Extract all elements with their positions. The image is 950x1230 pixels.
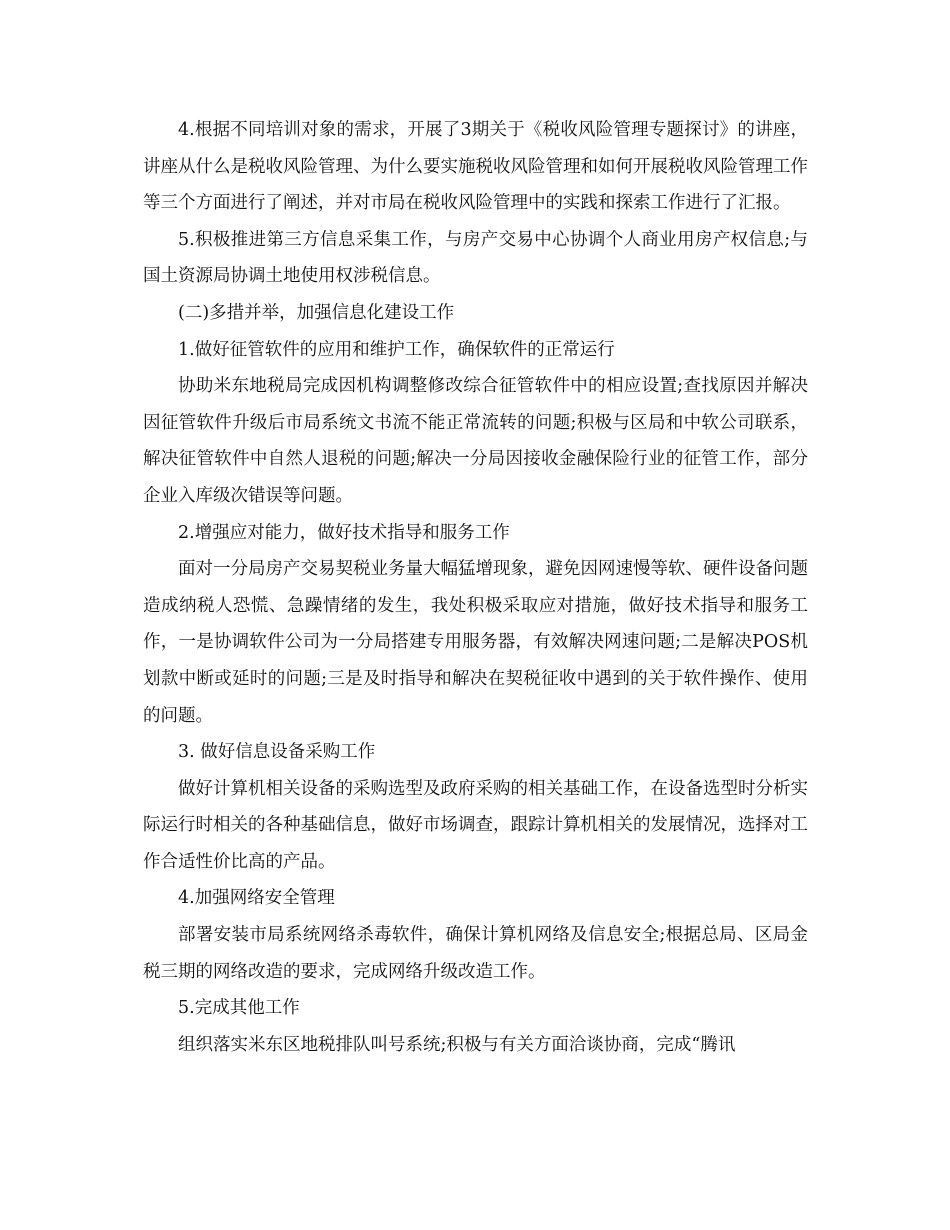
paragraph-risk-management-lectures: 4.根据不同培训对象的需求，开展了3期关于《税收风险管理专题探讨》的讲座，讲座从什么是税收风险管理、为什么要实施税收风险管理和如何开展税收风险管理工作等三个方面进行了阐述，并对市局在税收风险管理中的实践和探索工作进行了汇报。: [143, 120, 808, 214]
section-heading-informatization: (二)多措并举，加强信息化建设工作: [178, 302, 455, 323]
paragraph-network-security: 部署安装市局系统网络杀毒软件，确保计算机网络及信息安全;根据总局、区局金税三期的网络改造的要求，完成网络升级改造工作。: [143, 925, 808, 982]
subheading-equipment-procurement: 3. 做好信息设备采购工作: [178, 742, 376, 763]
document-body: [143, 112, 808, 1063]
subheading-network-security: 4.加强网络安全管理: [178, 888, 335, 909]
paragraph-software-maintenance: 协助米东地税局完成因机构调整修改综合征管软件中的相应设置;查找原因并解决因征管软件升级后市局系统文书流不能正常流转的问题;积极与区局和中软公司联系，解决征管软件中自然人退税的问题;解决一分局因接收金融保险行业的征管工作，部分企业入库级次错误等问题。: [143, 376, 808, 506]
paragraph-other-work: 组织落实米东区地税排队叫号系统;积极与有关方面洽谈协商，完成“腾讯: [178, 1034, 736, 1055]
paragraph-third-party-info: 5.积极推进第三方信息采集工作，与房产交易中心协调个人商业用房产权信息;与国土资源局协调土地使用权涉税信息。: [143, 229, 808, 287]
paragraph-equipment-procurement: 做好计算机相关设备的采购选型及政府采购的相关基础工作，在设备选型时分析实际运行时相关的各种基础信息，做好市场调查，跟踪计算机相关的发展情况，选择对工作合适性价比高的产品。: [143, 778, 808, 872]
paragraph-technical-support: 面对一分局房产交易契税业务量大幅猛增现象，避免因网速慢等软、硬件设备问题造成纳税人恐慌、急躁情绪的发生，我处积极采取应对措施，做好技术指导和服务工作，一是协调软件公司为一分局搭建专用服务器，有效解决网速问题;二是解决POS机划款中断或延时的问题;三是及时指导和解决在契税征收中遇到的关于软件操作、使用的问题。: [143, 559, 808, 726]
subheading-technical-support: 2.增强应对能力，做好技术指导和服务工作: [178, 522, 510, 543]
subheading-other-work: 5.完成其他工作: [178, 998, 300, 1019]
subheading-software-maintenance: 1.做好征管软件的应用和维护工作，确保软件的正常运行: [178, 339, 615, 360]
